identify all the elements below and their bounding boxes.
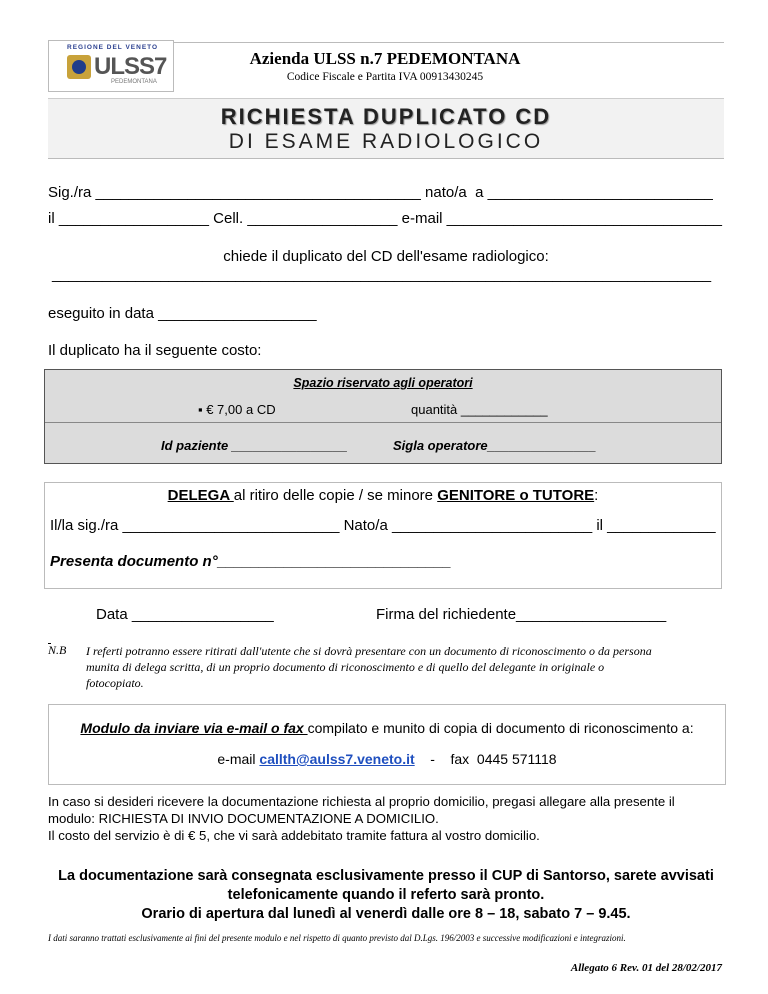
home-line-3: Il costo del servizio è di € 5, che vi sarà addebitato tramite fattura al vostro domicilio.: [48, 828, 540, 843]
exam-blank-line[interactable]: _______________________________________________________________________________: [52, 266, 712, 283]
note-text: [86, 643, 724, 691]
delegate-text: al ritiro delle copie / se minore: [233, 487, 438, 504]
quantity-field[interactable]: quantità ____________: [411, 402, 548, 417]
name-birth-line[interactable]: Sig./ra _______________________________________ nato/a a ___________________________: [48, 184, 713, 201]
document-revision: Allegato 6 Rev. 01 del 28/02/2017: [570, 962, 722, 974]
delivery-line-1: La documentazione sarà consegnata esclusivamente presso il CUP di Santorso, sarete avvisati: [58, 868, 714, 884]
home-line-2: modulo: RICHIESTA DI INVIO DOCUMENTAZIONE A DOMICILIO.: [48, 811, 439, 826]
signature-date-field[interactable]: Data _________________: [96, 606, 274, 623]
contact-separator: -: [430, 751, 435, 767]
delivery-line-2: telefonicamente quando il referto sarà pronto.: [227, 887, 545, 903]
delegate-colon: :: [594, 487, 599, 504]
note-line-3: fotocopiato.: [86, 676, 144, 690]
operators-title: Spazio riservato agli operatori: [293, 376, 473, 390]
send-instruction: [49, 720, 725, 736]
price-item: ▪ € 7,00 a CD: [198, 402, 276, 417]
fax-number: fax 0445 571118: [450, 751, 557, 767]
page-title: RICHIESTA DUPLICATO CD: [220, 104, 552, 129]
delivery-info: [48, 867, 724, 924]
logo-sub-text: PEDEMONTANA: [111, 79, 157, 85]
delegate-line[interactable]: Il/la sig./ra __________________________ Nato/a ________________________ il _____________: [50, 517, 716, 534]
page-subtitle: DI ESAME RADIOLOGICO: [228, 130, 544, 153]
operators-box: [44, 369, 722, 464]
home-delivery-text: [48, 793, 728, 844]
note-line-2: munita di delega scritta, di un proprio documento di riconoscimento e di quello del delegante in originale o: [86, 660, 605, 674]
guardian-label: GENITORE o TUTORE: [437, 487, 595, 504]
send-module-box: [48, 704, 726, 785]
note-line-1: I referti potranno essere ritirati dall'utente che si dovrà presentare con un documento di riconoscimento o da persona: [86, 644, 652, 658]
send-rest-text: compilato e munito di copia di documento di riconoscimento a:: [307, 720, 694, 736]
document-number-field[interactable]: Presenta documento n°____________________________: [50, 553, 452, 570]
privacy-note: I dati saranno trattati esclusivamente ai fini del presente modulo e nel rispetto di quanto previsto dal D.Lgs. 196/2003 e successive modificazioni e integrazioni.: [48, 933, 626, 943]
signature-field[interactable]: Firma del richiedente__________________: [376, 606, 667, 623]
send-bold-part: Modulo da inviare via e-mail o fax: [80, 720, 308, 736]
contact-line: [49, 751, 725, 767]
operators-box-divider: [45, 422, 721, 423]
delegate-box: [44, 482, 722, 589]
logo-region-text: REGIONE DEL VENETO: [67, 44, 159, 51]
lion-emblem-icon: [67, 55, 91, 79]
exam-date-line[interactable]: eseguito in data ___________________: [48, 305, 317, 322]
fiscal-code: Codice Fiscale e Partita IVA 00913430245: [286, 71, 484, 83]
date-phone-email-line[interactable]: il __________________ Cell. __________________ e-mail _________________________________: [48, 210, 722, 227]
operator-code-field[interactable]: Sigla operatore_______________: [393, 438, 597, 453]
delivery-line-3: Orario di apertura dal lunedì al venerdì dalle ore 8 – 18, sabato 7 – 9.45.: [141, 906, 631, 922]
request-text: chiede il duplicato del CD dell'esame radiologico:: [223, 248, 549, 265]
home-line-1: In caso si desideri ricevere la documentazione richiesta al proprio domicilio, pregasi allegare alla presente il: [48, 794, 675, 809]
logo-name-text: ULSS7: [94, 53, 167, 80]
note-underline: [48, 643, 51, 644]
note-label: N.B: [48, 643, 67, 657]
email-link[interactable]: callth@aulss7.veneto.it: [259, 751, 415, 767]
delega-label: DELEGA: [167, 487, 234, 504]
cost-text: Il duplicato ha il seguente costo:: [48, 342, 262, 359]
ulss7-logo: [48, 40, 174, 92]
delegate-heading: [45, 487, 721, 504]
email-label: e-mail: [217, 751, 260, 767]
company-name: Azienda ULSS n.7 PEDEMONTANA: [249, 49, 521, 68]
patient-id-field[interactable]: Id paziente ________________: [161, 438, 348, 453]
